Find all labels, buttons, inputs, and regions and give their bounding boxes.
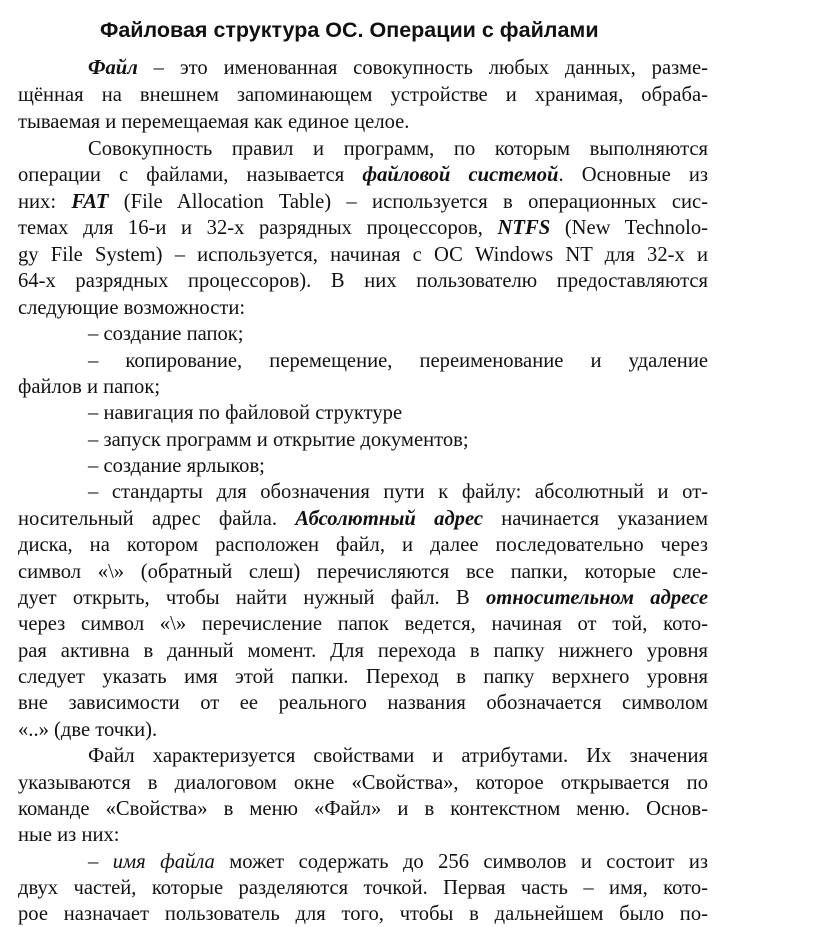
text-line: диска, на котором расположен файл, и далее последовательно через — [18, 534, 708, 556]
list-item: – запуск программ и открытие документов; — [88, 429, 469, 451]
term-relative-address: относительном адресе — [485, 587, 708, 609]
text-line: операции с файлами, называется файловой системой. Основные из — [18, 164, 709, 186]
text-line: них: FAT (File Allocation Table) – используется в операционных сис- — [18, 191, 708, 213]
term-fat: FAT — [71, 191, 109, 213]
list-item: – имя файла может содержать до 256 символов и состоит из — [88, 851, 708, 873]
text-line: рое назначает пользователь для того, чтобы в дальнейшем было по- — [18, 903, 708, 925]
term-file-system: файловой системой — [362, 164, 559, 186]
list-item: – создание ярлыков; — [88, 455, 265, 477]
text-line: дует открыть, чтобы найти нужный файл. В относительном адресе — [18, 587, 708, 609]
text-line: Файл характеризуется свойствами и атрибутами. Их значения — [88, 745, 708, 767]
text-line: «..» (две точки). — [18, 719, 158, 741]
term-ntfs: NTFS — [497, 217, 551, 239]
text-line: gy File System) – используется, начиная с ОС Windows NT для 32-х и — [18, 244, 708, 266]
text-line: носительный адрес файла. Абсолютный адрес начинается указанием — [18, 508, 708, 530]
term-file: Файл — [88, 57, 138, 79]
text-line: щённая на внешнем запоминающем устройстве и хранимая, обраба- — [18, 84, 708, 106]
list-item: – создание папок; — [88, 323, 244, 345]
text-line: 64-х разрядных процессоров). В них пользователю предоставляются — [18, 270, 708, 292]
text-line: файлов и папок; — [18, 376, 161, 398]
text-line: Совокупность правил и программ, по которым выполняются — [88, 138, 708, 160]
text-line: вне зависимости от ее реального названия обозначается символом — [18, 692, 708, 714]
term-absolute-address: Абсолютный адрес — [295, 508, 483, 530]
text-line: Файл – это именованная совокупность любых данных, разме- — [88, 57, 708, 79]
document-title: Файловая структура ОС. Операции с файлами — [100, 18, 599, 42]
text-line: двух частей, которые разделяются точкой. Первая часть – имя, кото- — [18, 877, 708, 899]
list-item: – копирование, перемещение, переименование и удаление — [88, 350, 708, 372]
text-line: следующие возможности: — [18, 297, 246, 319]
list-item: – навигация по файловой структуре — [88, 402, 403, 424]
text-line: ные из них: — [18, 824, 120, 846]
text-line: рая активна в данный момент. Для перехода в папку нижнего уровня — [18, 640, 708, 662]
text-line: команде «Свойства» в меню «Файл» и в контекстном меню. Основ- — [18, 798, 708, 820]
text-line: через символ «\» перечисление папок ведется, начиная от той, кото- — [18, 613, 708, 635]
text-line: темах для 16-и и 32-х разрядных процессоров, NTFS (New Technolo- — [18, 217, 708, 239]
list-item: – стандарты для обозначения пути к файлу: абсолютный и от- — [88, 481, 708, 503]
text-line: следует указать имя этой папки. Переход в папку верхнего уровня — [18, 666, 708, 688]
text-line: тываемая и перемещаемая как единое целое. — [18, 111, 410, 133]
term-file-name: имя файла — [112, 851, 215, 873]
text-line: указываются в диалоговом окне «Свойства», которое открывается по — [18, 772, 708, 794]
text-line: символ «\» (обратный слеш) перечисляются все папки, которые сле- — [18, 561, 708, 583]
